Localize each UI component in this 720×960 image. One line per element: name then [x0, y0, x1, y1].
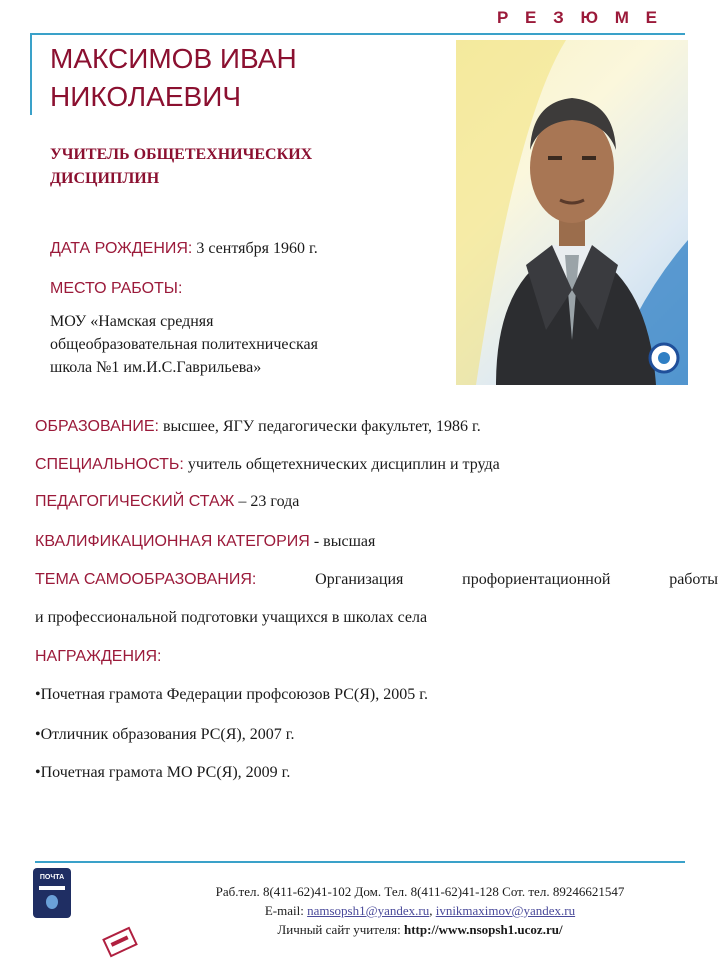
portrait-photo [456, 40, 688, 385]
self-education-word-1: Организация [315, 571, 404, 588]
education-label: ОБРАЗОВАНИЕ: [35, 418, 159, 435]
category-value: - высшая [313, 533, 376, 550]
footer-phones: Раб.тел. 8(411-62)41-102 Дом. Тел. 8(411-62)41-128 Сот. тел. 89246621547 [215, 884, 625, 899]
self-education-row [35, 571, 718, 589]
education-value: высшее, ЯГУ педагогически факультет, 1986 г. [162, 418, 481, 435]
footer-divider [35, 861, 685, 863]
email-separator: , [429, 903, 433, 918]
mailbox-label: ПОЧТА [39, 874, 65, 881]
mailbox-slot [39, 886, 65, 890]
email-link-1[interactable]: namsopsh1@yandex.ru [307, 903, 430, 918]
self-education-label: ТЕМА САМООБРАЗОВАНИЯ: [35, 571, 257, 588]
person-name [50, 40, 297, 116]
self-education-line-2: и профессиональной подготовки учащихся в школах села [35, 609, 428, 626]
job-position [50, 143, 312, 191]
award-item: •Отличник образования РС(Я), 2007 г. [35, 726, 295, 743]
footer-site [110, 920, 720, 939]
top-divider [30, 33, 685, 35]
experience-value: – 23 года [238, 493, 300, 510]
email-link-2[interactable]: ivnikmaximov@yandex.ru [435, 903, 576, 918]
site-link[interactable]: http://www.nsopsh1.ucoz.ru/ [404, 922, 563, 937]
birth-label: ДАТА РОЖДЕНИЯ: [50, 240, 193, 257]
birth-value: 3 сентября 1960 г. [196, 240, 318, 257]
speciality-label: СПЕЦИАЛЬНОСТЬ: [35, 456, 184, 473]
birth-date [50, 240, 318, 258]
experience-label: ПЕДАГОГИЧЕСКИЙ СТАЖ [35, 493, 235, 510]
category-label: КВАЛИФИКАЦИОННАЯ КАТЕГОРИЯ [35, 533, 310, 550]
mailbox-icon [33, 868, 71, 918]
workplace-value [50, 310, 420, 379]
site-label: Личный сайт учителя: [277, 922, 401, 937]
position-line-2: ДИСЦИПЛИН [50, 170, 160, 187]
speciality-value: учитель общетехнических дисциплин и труда [187, 456, 500, 473]
workplace-line-1: МОУ «Намская средняя [50, 313, 214, 330]
award-item: •Почетная грамота МО РС(Я), 2009 г. [35, 764, 291, 781]
workplace-label: МЕСТО РАБОТЫ: [50, 280, 183, 297]
contact-footer [110, 882, 720, 939]
workplace-line-2: общеобразовательная политехническая [50, 336, 319, 353]
self-education-word-2: профориентационной [462, 571, 611, 588]
left-accent-bar [30, 33, 32, 115]
category-row [35, 533, 375, 551]
email-label: E-mail: [264, 903, 304, 918]
awards-label: НАГРАЖДЕНИЯ: [35, 648, 162, 665]
self-education-word-3: работы [669, 571, 718, 588]
award-item: •Почетная грамота Федерации профсоюзов РС(Я), 2005 г. [35, 686, 428, 703]
name-line-1: МАКСИМОВ ИВАН [50, 43, 297, 74]
experience-row [35, 493, 299, 511]
name-line-2: НИКОЛАЕВИЧ [50, 81, 241, 112]
portrait-illustration [456, 40, 688, 385]
footer-emails [110, 901, 720, 920]
mailbox-emblem [46, 895, 58, 909]
resume-title: Р Е З Ю М Е [497, 8, 663, 27]
position-line-1: УЧИТЕЛЬ ОБЩЕТЕХНИЧЕСКИХ [50, 146, 313, 163]
speciality-row [35, 456, 500, 474]
education-row [35, 418, 481, 436]
workplace-line-3: школа №1 им.И.С.Гаврильева» [50, 359, 262, 376]
